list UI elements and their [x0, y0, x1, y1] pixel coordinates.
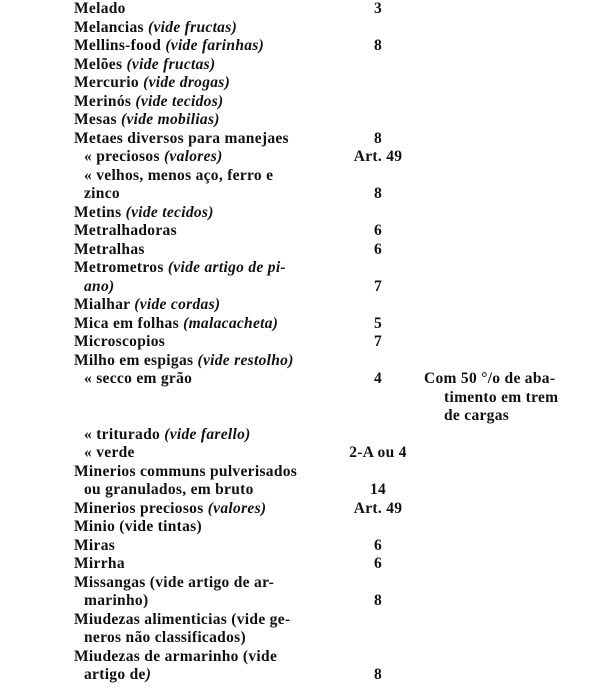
entry-term	[74, 37, 340, 56]
index-entry	[74, 518, 594, 537]
entry-term	[74, 0, 340, 19]
tariff-index-page	[74, 0, 594, 685]
entry-cross-reference: (vide artigo de pi-	[167, 259, 286, 276]
index-entry-continuation	[74, 629, 594, 648]
index-entry	[74, 93, 594, 112]
entry-term-text: Minio (vide tintas)	[74, 518, 202, 535]
entry-term	[74, 259, 340, 278]
entry-cross-reference: (vide farinhas)	[165, 37, 265, 54]
entry-cross-reference: (vide restolho)	[197, 351, 294, 369]
entry-tariff-class	[340, 463, 416, 482]
entry-term	[74, 111, 340, 130]
index-entry	[74, 611, 594, 630]
entry-tariff-class	[340, 19, 416, 38]
entry-term-text: Mirrha	[74, 555, 125, 572]
entry-term-text: Mercurio	[74, 74, 144, 91]
entry-tariff-class	[340, 629, 416, 648]
index-entry	[74, 537, 594, 556]
entry-term-text: Metaes diversos para manejaes	[74, 129, 289, 147]
index-sub-entry	[74, 148, 594, 167]
index-entry-continuation	[74, 278, 594, 297]
index-entry	[74, 648, 594, 667]
entry-tariff-class	[340, 352, 416, 371]
entry-tariff-class	[340, 167, 416, 186]
entry-tariff-class	[340, 56, 416, 75]
entry-term-text: « verde	[84, 444, 135, 461]
entry-term	[74, 592, 340, 611]
entry-cross-reference: ano)	[84, 277, 115, 295]
entry-term-text: Melancias	[74, 18, 149, 36]
index-sub-entry	[74, 444, 594, 463]
entry-term	[74, 315, 340, 334]
entry-term-text: « secco em grão	[84, 370, 193, 387]
entry-term-text: Microscopios	[74, 333, 166, 350]
entry-note-line: timento em trem	[444, 388, 559, 406]
entry-tariff-class	[340, 574, 416, 593]
entry-tariff-class	[340, 426, 416, 445]
index-entry	[74, 333, 594, 352]
entry-tariff-class: 5	[373, 314, 383, 332]
entry-cross-reference: (malacacheta)	[183, 314, 279, 332]
entry-cross-reference: (vide fructas)	[148, 18, 238, 36]
entry-tariff-class: 2-A ou 4	[349, 444, 407, 461]
entry-term	[74, 537, 340, 556]
index-entry	[74, 37, 594, 56]
entry-term	[74, 19, 340, 38]
entry-term	[74, 74, 340, 93]
entry-term-text: Metralhadoras	[74, 222, 177, 239]
entry-term	[74, 148, 340, 167]
index-entry	[74, 204, 594, 223]
entry-tariff-class	[340, 518, 416, 537]
entry-cross-reference: (vide cordas)	[134, 296, 221, 313]
entry-term	[74, 185, 340, 204]
index-entry-continuation	[74, 592, 594, 611]
entry-term-text: marinho)	[84, 592, 149, 609]
entry-term-text: Miudezas alimenticias (vide ge-	[74, 610, 291, 628]
entry-term	[74, 574, 340, 593]
entry-tariff-class: Art. 49	[353, 499, 403, 517]
entry-cross-reference: (vide drogas)	[143, 74, 231, 91]
entry-term	[74, 333, 340, 352]
entry-term	[74, 481, 340, 500]
entry-term-text: Metralhas	[74, 240, 145, 258]
entry-term	[74, 444, 340, 463]
entry-tariff-class: 8	[373, 592, 383, 609]
entry-cross-reference: )	[145, 666, 152, 683]
entry-cross-reference: (valores)	[207, 499, 267, 517]
index-entry	[74, 130, 594, 149]
entry-tariff-class: 8	[373, 185, 383, 202]
entry-term	[74, 500, 340, 519]
entry-tariff-class: 14	[369, 481, 387, 498]
entry-tariff-class: 8	[373, 129, 383, 147]
index-entry	[74, 296, 594, 315]
entry-tariff-class: 6	[373, 240, 383, 258]
entry-tariff-class	[340, 611, 416, 630]
entry-term	[74, 352, 340, 371]
entry-term-text: Milho em espigas	[74, 351, 198, 369]
index-entry	[74, 74, 594, 93]
index-entry	[74, 574, 594, 593]
index-entry-continuation	[74, 481, 594, 500]
entry-term	[74, 130, 340, 149]
entry-term-text: Mica em folhas	[74, 314, 184, 332]
entry-cross-reference: (vide fructas)	[126, 55, 216, 73]
entry-term-text: Melado	[74, 0, 126, 17]
index-entry	[74, 0, 594, 19]
entry-term	[74, 93, 340, 112]
index-entry	[74, 56, 594, 75]
index-sub-entry	[74, 426, 594, 445]
index-entry	[74, 315, 594, 334]
entry-cross-reference: (vide mobilias)	[121, 111, 220, 128]
index-entry	[74, 463, 594, 482]
entry-tariff-class: 8	[373, 37, 383, 54]
index-entry	[74, 241, 594, 260]
entry-term	[74, 426, 340, 445]
entry-tariff-class	[340, 111, 416, 130]
index-entry	[74, 111, 594, 130]
entry-term	[74, 370, 340, 426]
entry-term-text: Melões	[74, 55, 127, 73]
entry-term-text: Miudezas de armarinho (vide	[74, 647, 278, 665]
entry-term	[74, 56, 340, 75]
entry-term-text: artigo de	[84, 666, 146, 683]
entry-term	[74, 518, 340, 537]
entry-tariff-class: Art. 49	[353, 148, 403, 165]
entry-term-text: Missangas (vide artigo de ar-	[74, 573, 275, 591]
entry-term-text: Minerios communs pulverisados	[74, 462, 298, 480]
entry-term-text: Metins	[74, 203, 126, 221]
entry-tariff-class: 6	[373, 555, 383, 572]
entry-term	[74, 648, 340, 667]
entry-term-text: Metrometros	[74, 259, 168, 276]
entry-tariff-class: 7	[373, 333, 383, 350]
entry-cross-reference: (vide tecidos)	[135, 92, 224, 110]
entry-term-text: « preciosos	[84, 148, 164, 165]
index-sub-entry	[74, 167, 594, 186]
entry-term	[74, 167, 340, 186]
entry-cross-reference: (vide farello)	[164, 425, 251, 443]
entry-term	[74, 555, 340, 574]
entry-term-text: Miras	[74, 536, 116, 554]
entry-term	[74, 666, 340, 685]
entry-cross-reference: (valores)	[163, 148, 223, 165]
entry-tariff-class	[340, 648, 416, 667]
entry-tariff-class	[340, 296, 416, 315]
entry-term-text: Mesas	[74, 111, 121, 128]
entry-term-text: zinco	[84, 185, 120, 202]
entry-note-line: de cargas	[444, 407, 510, 424]
entry-term	[74, 611, 340, 630]
entry-term-text: Merinós	[74, 92, 136, 110]
entry-tariff-class	[340, 259, 416, 278]
index-entry-continuation	[74, 666, 594, 685]
index-entry	[74, 259, 594, 278]
entry-term	[74, 204, 340, 223]
index-entry	[74, 352, 594, 371]
entry-tariff-class: 6	[373, 222, 383, 239]
entry-term	[74, 629, 340, 648]
index-entry	[74, 222, 594, 241]
index-sub-entry	[74, 370, 594, 426]
entry-tariff-class	[340, 204, 416, 223]
entry-note-line: Com 50 °/o de aba-	[424, 370, 556, 387]
index-entry-continuation	[74, 185, 594, 204]
entry-term	[74, 278, 340, 297]
entry-term-text: ou granulados, em bruto	[84, 481, 254, 498]
entry-term	[74, 222, 340, 241]
entry-cross-reference: (vide tecidos)	[125, 203, 214, 221]
entry-tariff-class: 7	[373, 277, 383, 295]
index-entry	[74, 555, 594, 574]
entry-term-text: « velhos, menos aço, ferro e	[84, 166, 274, 184]
entry-term	[74, 241, 340, 260]
entry-tariff-class	[340, 74, 416, 93]
entry-term-text: neros não classificados)	[84, 629, 246, 646]
entry-term-text: Mellins-food	[74, 37, 166, 54]
entry-term-text: Minerios preciosos	[74, 499, 208, 517]
entry-tariff-class: 4	[373, 370, 383, 387]
entry-tariff-class: 8	[373, 666, 383, 683]
entry-term	[74, 296, 340, 315]
entry-term-text: « triturado	[84, 425, 165, 443]
entry-tariff-class	[340, 93, 416, 112]
index-entry	[74, 19, 594, 38]
entry-term	[74, 463, 340, 482]
entry-tariff-class: 6	[373, 536, 383, 554]
entry-term-text: Mialhar	[74, 296, 135, 313]
index-entry	[74, 500, 594, 519]
entry-note	[416, 370, 558, 426]
entry-tariff-class: 3	[373, 0, 383, 17]
